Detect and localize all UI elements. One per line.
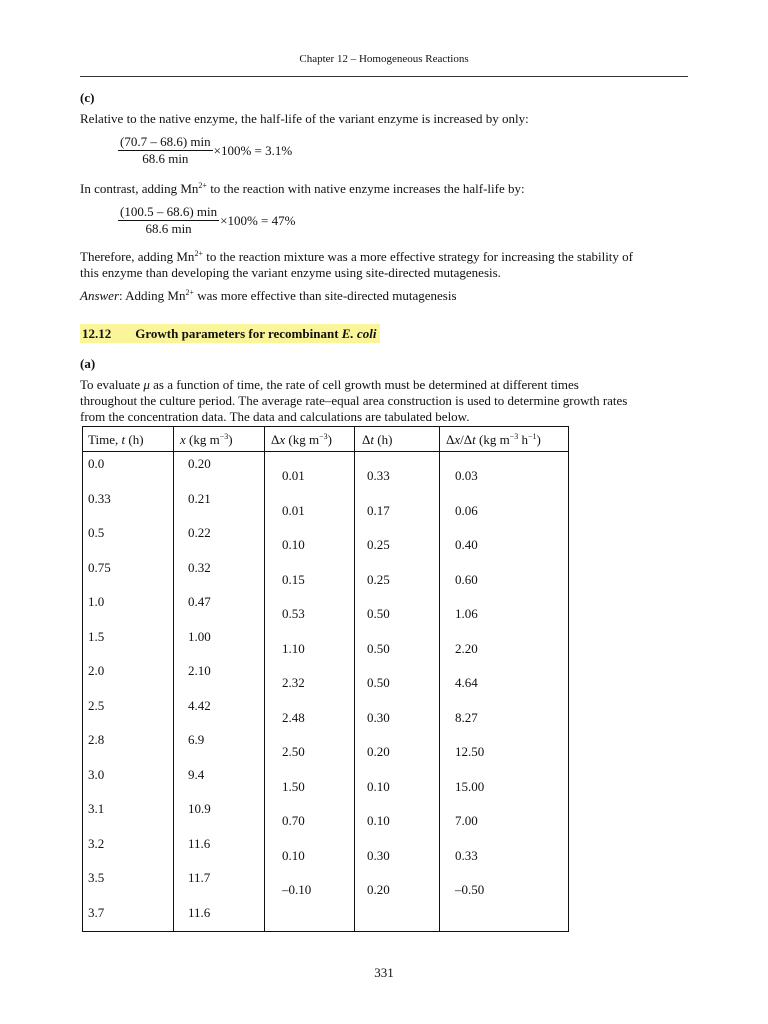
cell-time-4: 1.0	[88, 594, 105, 609]
table-top-border	[82, 426, 568, 427]
cell-x-2: 0.22	[188, 525, 211, 540]
cell-time-1: 0.33	[88, 490, 111, 506]
fraction-1-numerator: (70.7 – 68.6) min	[120, 134, 211, 149]
cell-time-12: 3.5	[88, 870, 105, 885]
cell-time-11: 3.2	[88, 835, 105, 851]
therefore-text-a: Therefore, adding Mn	[80, 249, 195, 264]
cell-dt-1: 0.17	[367, 502, 390, 518]
section-number: 12.12	[82, 326, 112, 341]
cell-dx-4: 0.53	[282, 606, 305, 621]
part-c-intro: Relative to the native enzyme, the half-life of the variant enzyme is increased by only:	[80, 111, 529, 126]
header-rate-close: )	[536, 432, 541, 447]
cell-dx-2: 0.10	[282, 537, 305, 552]
cell-time-2: 0.5	[88, 525, 105, 540]
cell-rate-0: 0.03	[455, 468, 478, 483]
header-x-var: x	[180, 432, 186, 447]
header-rate-unit: (kg m	[475, 432, 510, 447]
header-dx-unit: (kg m	[285, 432, 320, 447]
cell-time-10: 3.1	[88, 801, 105, 816]
therefore-sup: 2+	[194, 249, 203, 258]
cell-dt-0: 0.33	[367, 468, 390, 483]
header-dx	[271, 432, 332, 448]
cell-dt-7: 0.30	[367, 709, 390, 725]
cell-dx-8: 2.50	[282, 744, 305, 759]
cell-rate-4: 1.06	[455, 606, 478, 621]
cell-rate-1: 0.06	[455, 502, 478, 518]
header-rate-v1: x	[454, 432, 461, 447]
therefore-text-b: to the reaction mixture was a more effective strategy for increasing the stability of	[202, 249, 634, 264]
cell-dt-2: 0.25	[367, 537, 390, 552]
cell-x-7: 4.42	[188, 697, 211, 713]
header-rate-sup2: −1	[528, 432, 537, 441]
header-dx-close: )	[327, 432, 332, 447]
header-x-close: )	[228, 432, 233, 447]
contrast-sentence	[80, 181, 525, 197]
part-a-text-b: as a function of time, the rate of cell growth must be determined at different times	[149, 377, 579, 392]
cell-dt-6: 0.50	[367, 675, 390, 690]
contrast-text-b: to the reaction with native enzyme increases the half-life by:	[206, 181, 525, 196]
cell-x-4: 0.47	[188, 594, 211, 609]
cell-rate-9: 15.00	[455, 778, 485, 794]
cell-dx-0: 0.01	[282, 468, 305, 483]
fraction-2-denominator: 68.6 min	[145, 221, 192, 236]
section-heading	[80, 326, 380, 342]
part-a-line-1	[80, 377, 688, 393]
contrast-sup: 2+	[198, 181, 207, 190]
cell-rate-10: 7.00	[455, 813, 478, 828]
cell-dx-12: –0.10	[282, 882, 312, 897]
cell-time-7: 2.5	[88, 697, 105, 713]
header-dx-var: x	[279, 432, 286, 447]
header-rate	[446, 432, 541, 448]
cell-x-3: 0.32	[188, 559, 211, 575]
table-bottom-border	[82, 931, 568, 932]
table-col-border-4	[439, 426, 440, 932]
header-dx-sup: −3	[319, 432, 328, 441]
cell-rate-7: 8.27	[455, 709, 478, 725]
cell-dx-10: 0.70	[282, 813, 305, 828]
cell-dt-12: 0.20	[367, 882, 390, 897]
cell-dt-3: 0.25	[367, 571, 390, 587]
cell-x-5: 1.00	[188, 628, 211, 644]
cell-rate-8: 12.50	[455, 744, 485, 759]
cell-dx-7: 2.48	[282, 709, 305, 725]
part-a-line-3: from the concentration data. The data and calculations are tabulated below.	[80, 409, 470, 424]
header-dt	[362, 432, 392, 448]
equation-1-result: ×100% = 3.1%	[213, 142, 293, 158]
cell-rate-2: 0.40	[455, 537, 478, 552]
answer-label: Answer	[80, 288, 119, 303]
header-time-var: t	[121, 432, 126, 447]
cell-dt-5: 0.50	[367, 640, 390, 656]
header-rule	[80, 76, 688, 77]
cell-dt-9: 0.10	[367, 778, 390, 794]
cell-x-9: 9.4	[188, 766, 205, 782]
part-a-text-a: To evaluate	[80, 377, 144, 392]
fraction-1-denominator: 68.6 min	[142, 151, 189, 166]
answer-text-b: was more effective than site-directed mutagenesis	[193, 288, 457, 303]
cell-dx-6: 2.32	[282, 675, 305, 690]
cell-time-5: 1.5	[88, 628, 105, 644]
therefore-line-1	[80, 249, 633, 265]
cell-time-0: 0.0	[88, 456, 105, 471]
part-a-line-2: throughout the culture period. The average rate–equal area construction is used to determine growth rates	[80, 393, 628, 408]
cell-x-6: 2.10	[188, 663, 211, 678]
contrast-text-a: In contrast, adding Mn	[80, 181, 199, 196]
cell-dx-3: 0.15	[282, 571, 305, 587]
header-rate-v2: t	[472, 432, 476, 447]
fraction-1	[118, 134, 213, 167]
section-title: Growth parameters for recombinant	[135, 326, 342, 341]
cell-rate-12: –0.50	[455, 882, 485, 897]
table-col-border-5	[568, 426, 569, 932]
equation-mn-half-life	[118, 204, 295, 237]
cell-dt-11: 0.30	[367, 847, 390, 863]
cell-x-0: 0.20	[188, 456, 211, 471]
page-number: 331	[374, 965, 394, 980]
therefore-line-2: this enzyme than developing the variant enzyme using site-directed mutagenesis.	[80, 265, 501, 280]
table-header-border	[82, 451, 568, 452]
cell-rate-11: 0.33	[455, 847, 478, 863]
header-dt-unit: (h)	[374, 432, 393, 447]
cell-dx-1: 0.01	[282, 502, 305, 518]
header-time-text: Time,	[88, 432, 122, 447]
cell-dx-9: 1.50	[282, 778, 305, 794]
answer-line	[80, 288, 457, 304]
cell-time-13: 3.7	[88, 904, 105, 920]
cell-x-8: 6.9	[188, 732, 205, 747]
mu-symbol: μ	[143, 377, 150, 392]
header-rate-slash: /	[460, 432, 464, 447]
header-rate-mid: h	[518, 432, 528, 447]
answer-sup: 2+	[185, 288, 194, 297]
header-dt-var: t	[370, 432, 374, 447]
fraction-2	[118, 204, 219, 237]
cell-x-1: 0.21	[188, 490, 211, 506]
cell-dt-10: 0.10	[367, 813, 390, 828]
table-col-border-0	[82, 426, 83, 932]
answer-text-a: : Adding Mn	[119, 288, 186, 303]
cell-time-9: 3.0	[88, 766, 105, 782]
header-time-unit: (h)	[125, 432, 144, 447]
cell-rate-6: 4.64	[455, 675, 478, 690]
cell-time-8: 2.8	[88, 732, 105, 747]
cell-rate-5: 2.20	[455, 640, 478, 656]
table-col-border-1	[173, 426, 174, 932]
cell-rate-3: 0.60	[455, 571, 478, 587]
fraction-2-numerator: (100.5 – 68.6) min	[120, 204, 218, 219]
header-rate-sup1: −3	[509, 432, 519, 441]
header-rate-d1: Δ	[446, 432, 455, 447]
table-col-border-2	[264, 426, 265, 932]
cell-time-6: 2.0	[88, 663, 105, 678]
header-rate-d2: Δ	[463, 432, 473, 447]
section-title-italic: E. coli	[341, 326, 377, 341]
cell-x-11: 11.6	[188, 835, 211, 851]
table-col-border-3	[354, 426, 355, 932]
header-x-unit: (kg m	[185, 432, 220, 447]
running-header: Chapter 12 – Homogeneous Reactions	[299, 53, 469, 65]
cell-x-10: 10.9	[188, 801, 211, 816]
cell-x-12: 11.7	[188, 870, 211, 885]
cell-dx-5: 1.10	[282, 640, 305, 656]
header-x-sup: −3	[219, 432, 229, 441]
header-x	[180, 432, 233, 448]
cell-dt-8: 0.20	[367, 744, 390, 759]
equation-variant-half-life	[118, 134, 292, 167]
cell-time-3: 0.75	[88, 559, 111, 575]
header-dx-delta: Δ	[271, 432, 280, 447]
cell-x-13: 11.6	[188, 904, 211, 920]
cell-dt-4: 0.50	[367, 606, 390, 621]
header-time	[88, 432, 144, 448]
cell-dx-11: 0.10	[282, 847, 305, 863]
header-dt-delta: Δ	[362, 432, 371, 447]
part-a-label: (a)	[80, 356, 96, 371]
equation-2-result: ×100% = 47%	[220, 212, 296, 228]
part-c-label: (c)	[80, 90, 95, 105]
